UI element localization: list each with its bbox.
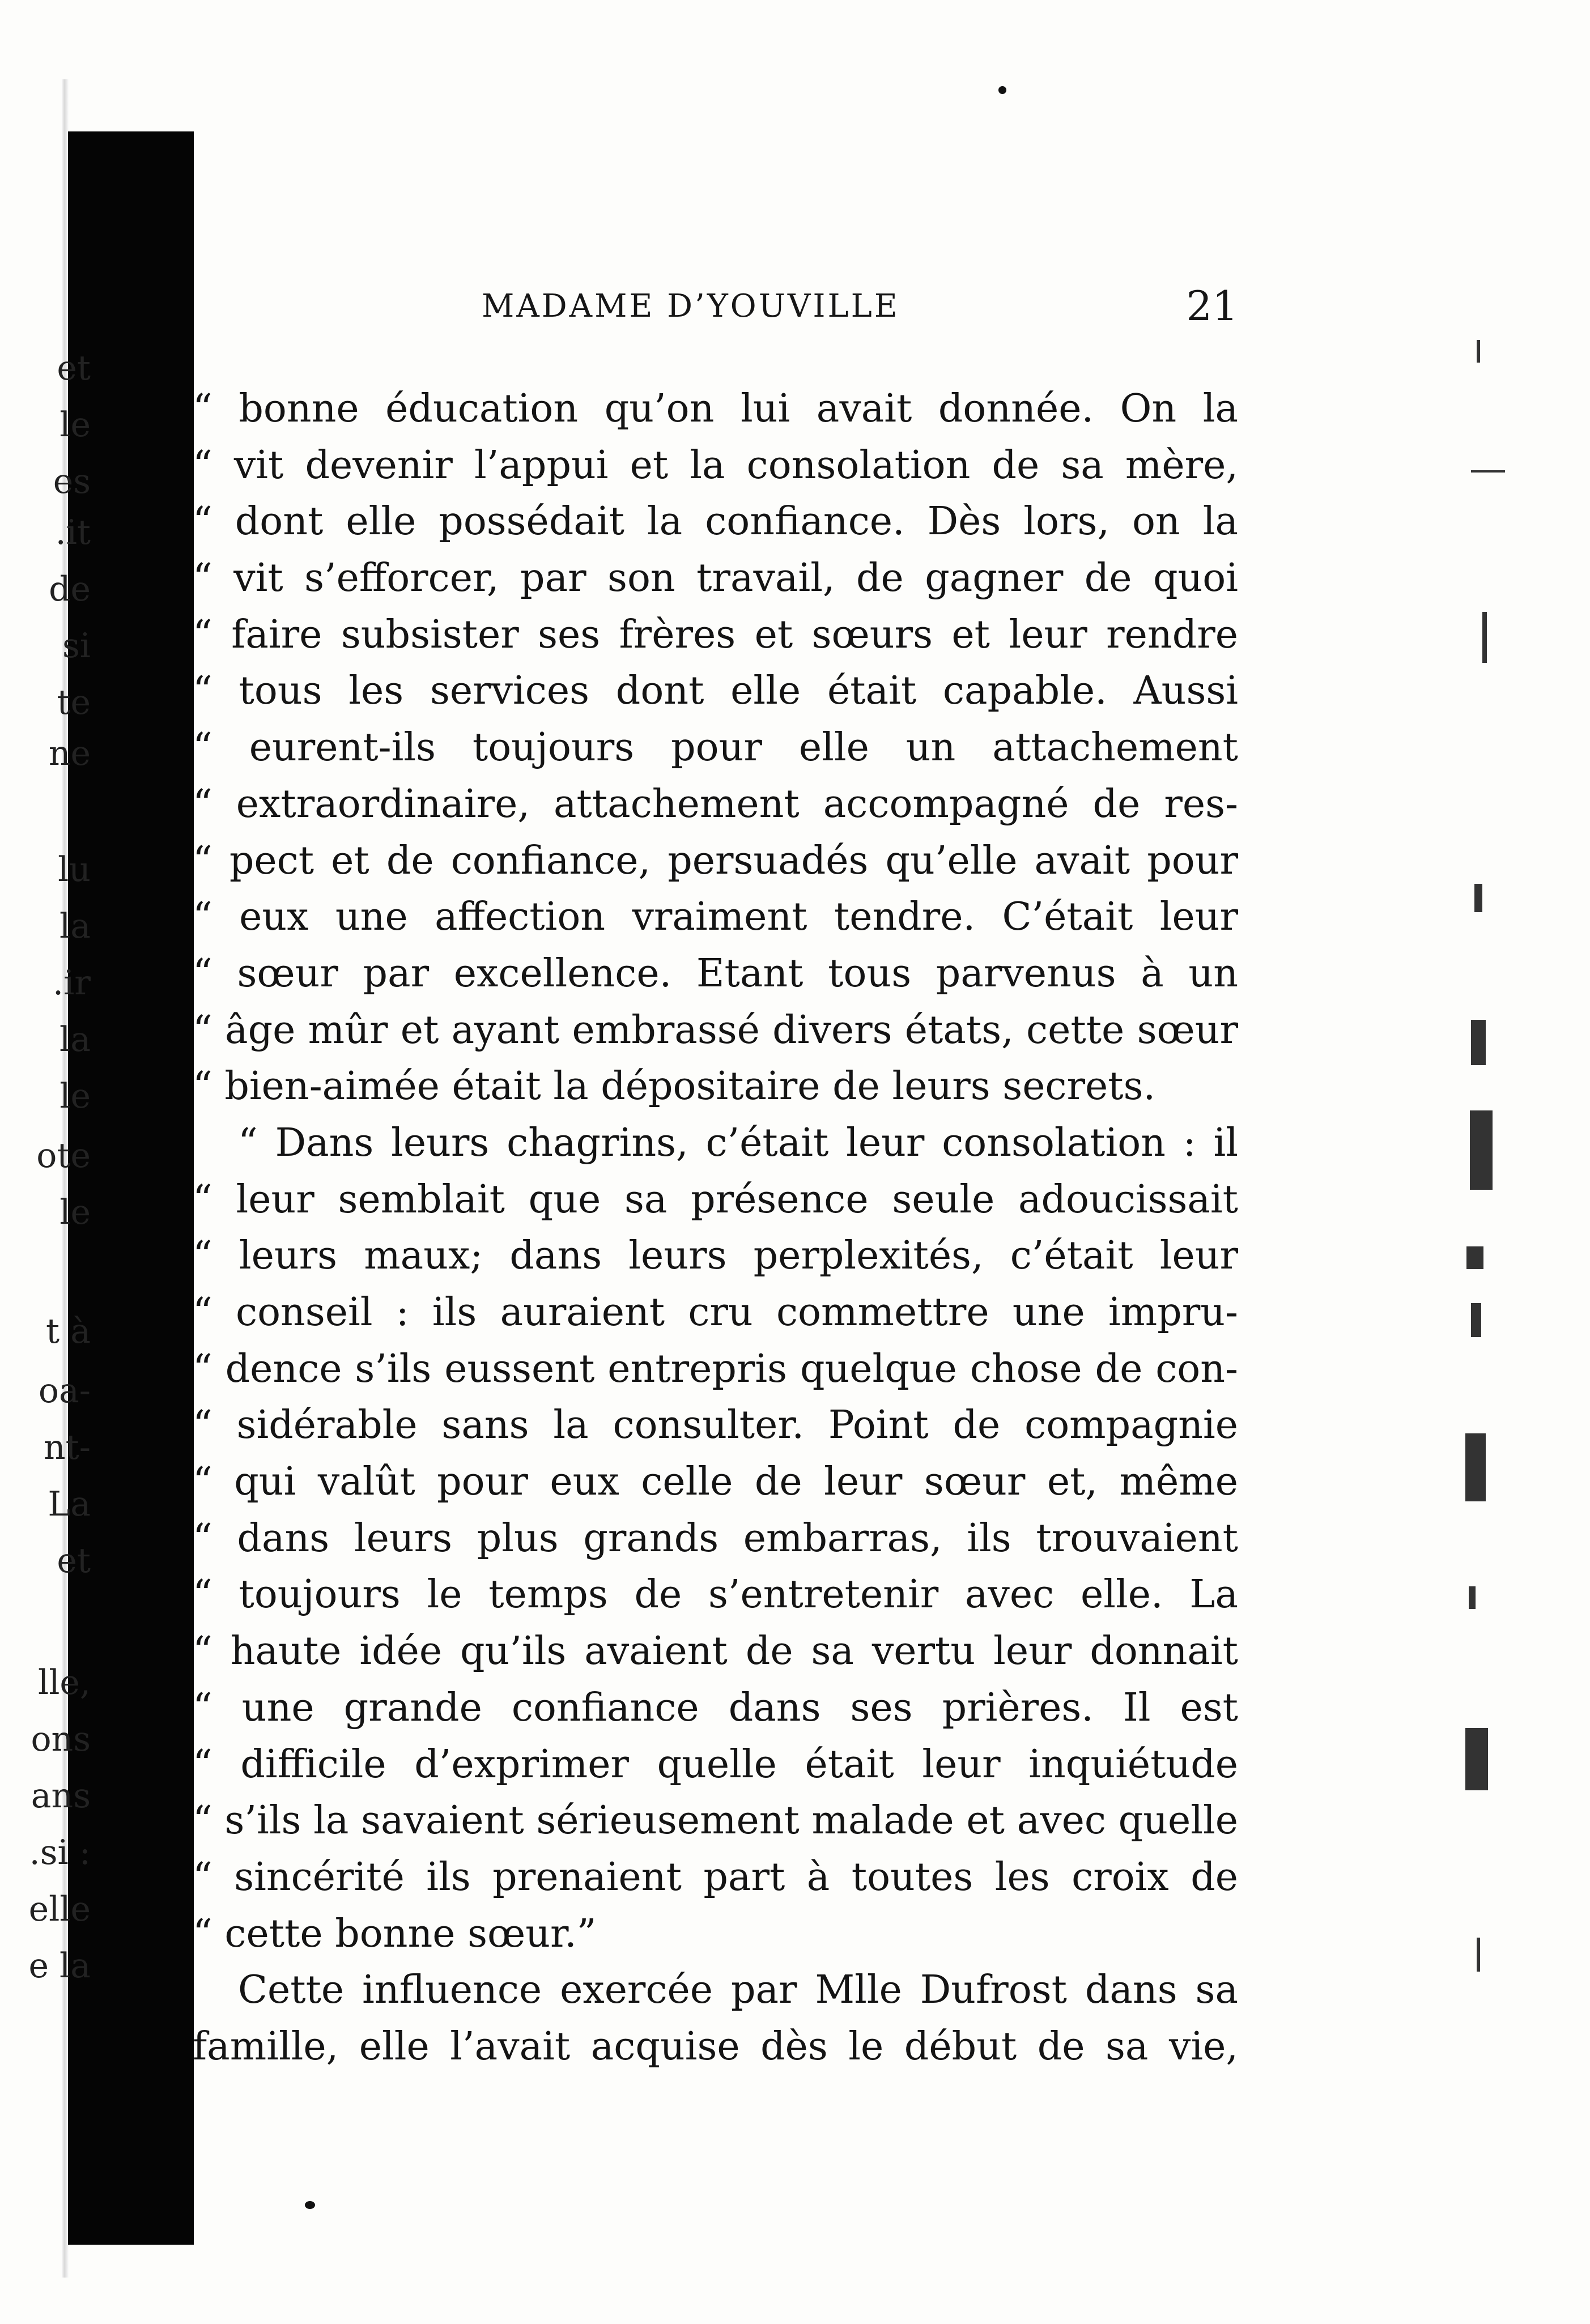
text-line: “ s’ils la savaient sérieusement malade et avec quelle: [193, 1798, 1238, 1844]
text-line: “ vit devenir l’appui et la consolation de sa mère,: [193, 442, 1238, 488]
running-header: [198, 282, 1238, 330]
margin-fragment: la: [59, 1020, 91, 1059]
margin-fragment: elle: [28, 1889, 91, 1929]
text-line: “ tous les services dont elle était capable. Aussi: [193, 669, 1238, 714]
text-line: “ vit s’efforcer, par son travail, de gagner de quoi: [193, 556, 1238, 601]
margin-fragment: ans: [31, 1776, 91, 1816]
text-line: “ leur semblait que sa présence seule adoucissait: [193, 1177, 1238, 1222]
margin-fragment: t à: [46, 1312, 91, 1351]
text-line: “ difficile d’exprimer quelle était leur inquiétude: [193, 1742, 1238, 1787]
text-line: “ extraordinaire, attachement accompagné de res-: [193, 781, 1238, 827]
text-line: “ cette bonne sœur.”: [193, 1911, 597, 1956]
text-line: “ sidérable sans la consulter. Point de compagnie: [193, 1403, 1238, 1448]
text-line: “ sincérité ils prenaient part à toutes les croix de: [193, 1854, 1238, 1900]
margin-fragment: e la: [28, 1946, 91, 1986]
margin-fragment: ne: [48, 734, 91, 773]
facing-page-bleed: [0, 0, 113, 2324]
margin-fragment: te: [57, 683, 91, 722]
margin-fragment: oa-: [38, 1371, 91, 1411]
margin-fragment: nt-: [43, 1428, 91, 1467]
margin-fragment: le: [59, 1193, 91, 1232]
text-line: “ faire subsister ses frères et sœurs et leur rendre: [193, 612, 1238, 657]
ink-speck: [998, 86, 1006, 94]
margin-fragment: .ir: [53, 963, 91, 1003]
text-line: “ dence s’ils eussent entrepris quelque chose de con-: [193, 1346, 1238, 1391]
margin-fragment: lle,: [38, 1663, 91, 1702]
text-line: “ une grande confiance dans ses prières. Il est: [193, 1685, 1238, 1730]
ink-speck: [305, 2201, 315, 2209]
text-line: “ pect et de confiance, persuadés qu’elle avait pour: [193, 838, 1238, 883]
text-line: “ Dans leurs chagrins, c’était leur consolation : il: [238, 1120, 1238, 1165]
running-title: MADAME D’YOUVILLE: [482, 288, 900, 325]
margin-fragment: la: [59, 906, 91, 946]
margin-fragment: ote: [36, 1136, 91, 1176]
margin-fragment: le: [59, 405, 91, 445]
body-text: [193, 381, 1238, 2075]
text-line: “ bien-aimée était la dépositaire de leurs secrets.: [193, 1064, 1156, 1109]
margin-fragment: .si :: [29, 1833, 91, 1872]
page-number: 21: [1186, 282, 1238, 330]
text-line: “ leurs maux; dans leurs perplexités, c’était leur: [193, 1233, 1238, 1279]
text-line: “ dont elle possédait la confiance. Dès lors, on la: [193, 499, 1238, 544]
text-line: “ bonne éducation qu’on lui avait donnée. On la: [193, 386, 1238, 431]
margin-fragment: .it: [55, 513, 91, 552]
margin-fragment: ons: [31, 1719, 91, 1759]
text-line: “ sœur par excellence. Etant tous parvenus à un: [193, 951, 1238, 996]
margin-fragment: es: [53, 462, 91, 501]
margin-fragment: de: [49, 569, 91, 609]
margin-fragment: La: [48, 1484, 91, 1524]
text-line: Cette influence exercée par Mlle Dufrost dans sa: [238, 1968, 1238, 2013]
margin-fragment: lu: [58, 850, 91, 889]
margin-fragment: et: [57, 348, 91, 388]
text-line: “ toujours le temps de s’entretenir avec elle. La: [193, 1572, 1238, 1618]
margin-fragment: si: [62, 626, 91, 666]
margin-fragment: le: [59, 1076, 91, 1116]
text-line: “ eurent-ils toujours pour elle un attachement: [193, 725, 1238, 771]
text-line: “ conseil : ils auraient cru commettre une impru-: [193, 1290, 1238, 1335]
facing-page-speckles: [1454, 0, 1590, 2324]
text-line: “ dans leurs plus grands embarras, ils trouvaient: [193, 1516, 1238, 1561]
text-line: “ haute idée qu’ils avaient de sa vertu leur donnait: [193, 1629, 1238, 1674]
text-line: “ qui valût pour eux celle de leur sœur et, même: [193, 1459, 1238, 1505]
text-line: “ âge mûr et ayant embrassé divers états, cette sœur: [193, 1007, 1238, 1053]
text-line: famille, elle l’avait acquise dès le début de sa vie,: [193, 2024, 1238, 2069]
text-line: “ eux une affection vraiment tendre. C’était leur: [193, 895, 1238, 940]
margin-fragment: et: [57, 1541, 91, 1581]
